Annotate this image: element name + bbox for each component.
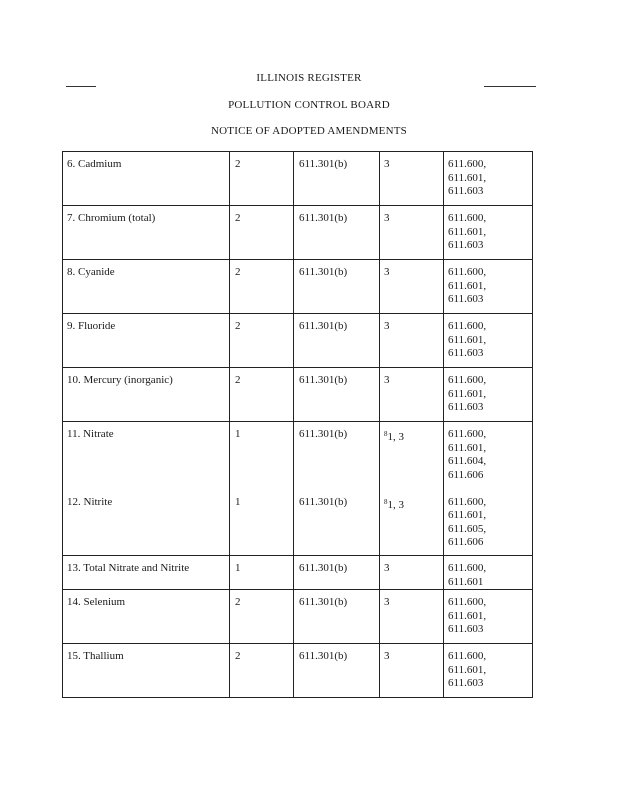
table-row [63, 206, 533, 260]
section-reference: 611.301(b) [294, 368, 380, 422]
column-2-value: 2 [230, 206, 294, 260]
notice-title: NOTICE OF ADOPTED AMENDMENTS [211, 125, 407, 137]
column-4-value: 3 [380, 590, 444, 644]
contaminant-name: 8. Cyanide [63, 260, 230, 314]
column-4-value: $^8$1, 3 [380, 490, 444, 556]
section-ref-line: 611.603 [448, 239, 484, 251]
section-ref-line: 611.605, [448, 522, 487, 535]
table-row [63, 422, 533, 490]
section-ref-line: 611.601, [448, 171, 487, 184]
contaminant-name: 6. Cadmium [63, 152, 230, 206]
section-ref-line: 611.603 [448, 185, 484, 197]
section-ref-line: 611.600, [448, 428, 487, 440]
register-title: ILLINOIS REGISTER [256, 72, 362, 84]
monitoring-sections [444, 490, 533, 556]
monitoring-sections [444, 644, 533, 698]
section-reference: 611.301(b) [294, 260, 380, 314]
section-ref-line: 611.603 [448, 347, 484, 359]
table-row [63, 490, 533, 556]
section-reference: 611.301(b) [294, 206, 380, 260]
table-row [63, 590, 533, 644]
contaminant-name: 7. Chromium (total) [63, 206, 230, 260]
section-ref-line: 611.603 [448, 623, 484, 635]
column-4-value: $^8$1, 3 [380, 422, 444, 490]
section-reference: 611.301(b) [294, 644, 380, 698]
contaminant-name: 13. Total Nitrate and Nitrite [63, 556, 230, 590]
column-4-value: 3 [380, 260, 444, 314]
column-4-value: 3 [380, 644, 444, 698]
section-ref-line: 611.606 [448, 468, 484, 481]
section-ref-line: 611.606 [448, 536, 484, 548]
contaminant-name: 9. Fluoride [63, 314, 230, 368]
monitoring-sections [444, 206, 533, 260]
monitoring-sections [444, 590, 533, 644]
section-reference: 611.301(b) [294, 152, 380, 206]
section-ref-line: 611.601 [448, 575, 484, 588]
section-ref-line: 611.601, [448, 509, 487, 521]
column-2-value: 2 [230, 590, 294, 644]
monitoring-sections [444, 152, 533, 206]
section-reference: 611.301(b) [294, 314, 380, 368]
table-row [63, 260, 533, 314]
monitoring-sections [444, 260, 533, 314]
section-ref-line: 611.601, [448, 279, 487, 292]
column-2-value: 1 [230, 422, 294, 490]
section-ref-line: 611.601, [448, 609, 487, 622]
column-2-value: 1 [230, 556, 294, 590]
contaminant-name: 14. Selenium [63, 590, 230, 644]
section-ref-line: 611.603 [448, 401, 484, 413]
section-ref-line: 611.600, [448, 320, 487, 332]
monitoring-sections [444, 368, 533, 422]
column-4-value: 3 [380, 152, 444, 206]
monitoring-sections [444, 556, 533, 590]
section-ref-line: 611.601, [448, 663, 487, 676]
table-row [63, 556, 533, 590]
section-ref-line: 611.600, [448, 562, 487, 574]
board-title: POLLUTION CONTROL BOARD [228, 99, 390, 111]
column-2-value: 2 [230, 152, 294, 206]
section-ref-line: 611.601, [448, 441, 487, 454]
section-ref-line: 611.600, [448, 212, 487, 224]
section-reference: 611.301(b) [294, 556, 380, 590]
section-ref-line: 611.601, [448, 225, 487, 238]
header-rule-left [66, 86, 96, 87]
monitoring-sections [444, 422, 533, 490]
contaminant-name: 10. Mercury (inorganic) [63, 368, 230, 422]
section-ref-line: 611.600, [448, 374, 487, 386]
column-2-value: 1 [230, 490, 294, 556]
column-4-value: 3 [380, 314, 444, 368]
table-row [63, 314, 533, 368]
footnote-marker: 8 [384, 497, 388, 506]
section-ref-line: 611.600, [448, 158, 487, 170]
column-4-value: 3 [380, 556, 444, 590]
section-ref-line: 611.603 [448, 293, 484, 305]
section-reference: 611.301(b) [294, 590, 380, 644]
contaminant-table [62, 151, 533, 698]
section-ref-line: 611.600, [448, 650, 487, 662]
column-2-value: 2 [230, 644, 294, 698]
column-4-value: 3 [380, 206, 444, 260]
section-ref-line: 611.600, [448, 495, 487, 508]
section-ref-line: 611.601, [448, 333, 487, 346]
table-row [63, 152, 533, 206]
section-ref-line: 611.601, [448, 387, 487, 400]
header-rule-right [484, 86, 536, 87]
column-2-value: 2 [230, 314, 294, 368]
section-ref-line: 611.604, [448, 455, 487, 467]
footnote-marker: 8 [384, 430, 388, 438]
contaminant-name: 11. Nitrate [63, 422, 230, 490]
contaminant-name: 12. Nitrite [63, 490, 230, 556]
section-ref-line: 611.603 [448, 677, 484, 689]
table-row [63, 644, 533, 698]
section-reference: 611.301(b) [294, 422, 380, 490]
section-reference: 611.301(b) [294, 490, 380, 556]
table-row [63, 368, 533, 422]
section-ref-line: 611.600, [448, 596, 487, 608]
column-2-value: 2 [230, 260, 294, 314]
column-2-value: 2 [230, 368, 294, 422]
contaminant-name: 15. Thallium [63, 644, 230, 698]
column-4-value: 3 [380, 368, 444, 422]
monitoring-sections [444, 314, 533, 368]
section-ref-line: 611.600, [448, 266, 487, 278]
